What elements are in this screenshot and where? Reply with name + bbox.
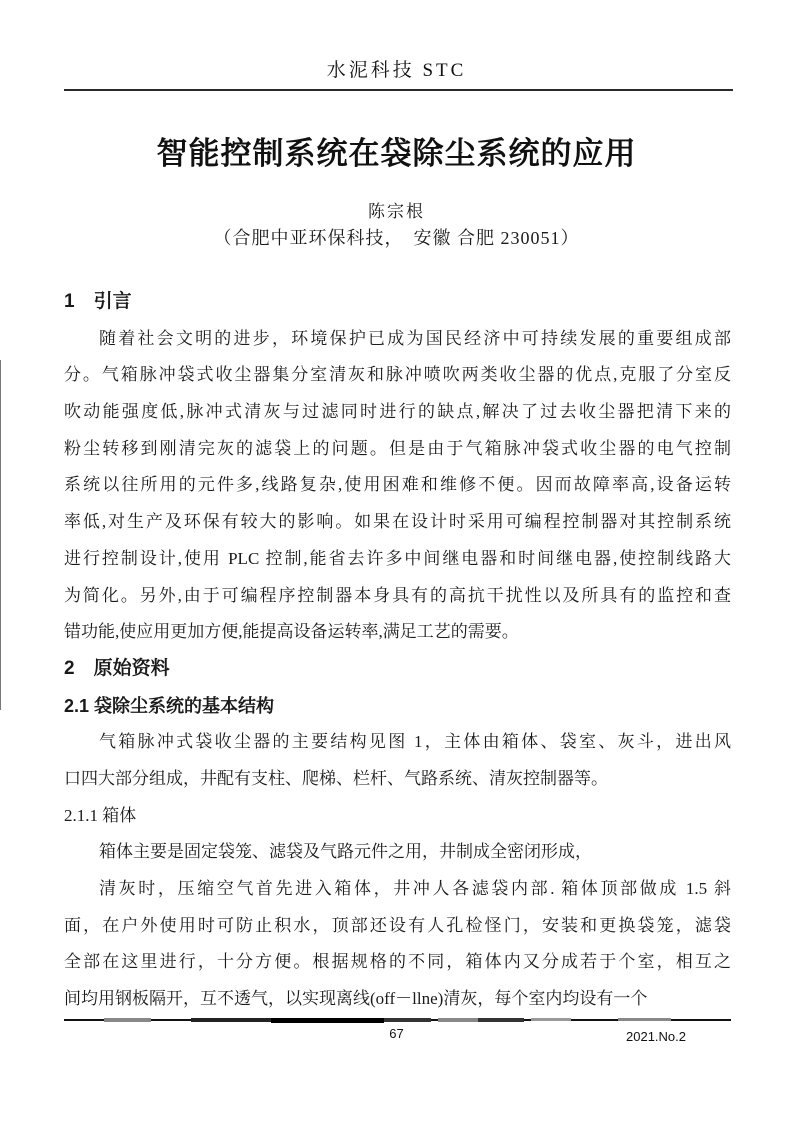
footer-rule-segment [618, 1018, 671, 1021]
footer-rule-segment [531, 1018, 571, 1021]
article-body [64, 284, 731, 1018]
body-text-line: 吹动能强度低,脉冲式清灰与过滤同时进行的缺点,解决了过去收尘器把清下来的 [64, 402, 731, 422]
journal-header: 水泥科技 STC [326, 60, 467, 81]
page-number: 67 [389, 1026, 404, 1041]
footer-rule-segment [271, 1018, 384, 1023]
body-text-line: 清灰时，压缩空气首先进入箱体，井冲人各滤袋内部. 箱体顶部做成 1.5 斜 [99, 879, 731, 898]
body-text-line: 进行控制设计,使用 PLC 控制,能省去许多中间继电器和时间继电器,使控制线路大 [64, 548, 731, 568]
scan-edge-artifact [0, 360, 1, 710]
article-title: 智能控制系统在袋除尘系统的应用 [156, 136, 637, 171]
section-heading: 1 引言 [64, 291, 132, 312]
body-text-line: 面，在户外使用时可防止积水，顶部还设有人孔检怪门，安装和更换袋笼，滤袋 [64, 915, 731, 935]
body-text-line: 为简化。另外,由于可编程序控制器本身具有的高抗干扰性以及所具有的监控和查 [64, 585, 731, 605]
footer-rule-segment [104, 1018, 151, 1022]
body-text-line: 全部在这里进行，十分方便。根据规格的不同，箱体内又分成若于个室，相互之 [64, 952, 731, 972]
body-text-line: 间均用钢板隔开，互不透气，以实现离线(off－llne)清灰，每个室内均设有一个 [64, 989, 648, 1009]
footer-rule [64, 1018, 731, 1024]
footer-rule-segment [384, 1018, 431, 1022]
footer-rule-segment [438, 1018, 478, 1022]
body-text-line: 系统以往所用的元件多,线路复杂,使用困难和维修不便。因而故障率高,设备运转 [64, 475, 731, 495]
body-text-line: 错功能,使应用更加方便,能提高设备运转率,满足工艺的需要。 [64, 622, 519, 642]
body-text-line: 口四大部分组成，井配有支柱、爬梯、栏杆、气路系统、清灰控制器等。 [64, 768, 608, 788]
footer-rule-segment [478, 1018, 525, 1022]
author-affiliation: （合肥中亚环保科技， 安徽 合肥 230051） [213, 228, 580, 248]
header-rule [64, 89, 733, 91]
body-text-line: 分。气箱脉冲袋式收尘器集分室清灰和脉冲喷吹两类收尘器的优点,克服了分室反 [64, 365, 731, 385]
subsubsection-heading: 2.1.1 箱体 [64, 805, 137, 825]
body-text-line: 箱体主要是固定袋笼、滤袋及气路元件之用，井制成全密闭形成， [99, 842, 592, 862]
body-text-line: 粉尘转移到刚清完灰的滤袋上的问题。但是由于气箱脉冲袋式收尘器的电气控制 [64, 438, 731, 458]
issue-label: 2021.No.2 [626, 1029, 686, 1044]
subsection-heading: 2.1 袋除尘系统的基本结构 [64, 695, 275, 716]
body-text-line: 率低,对生产及环保有较大的影响。如果在设计时采用可编程控制器对其控制系统 [64, 512, 731, 532]
body-text-line: 随着社会文明的进步，环境保护已成为国民经济中可持续发展的重要组成部 [99, 328, 731, 348]
author-name: 陈宗根 [368, 202, 425, 221]
section-heading: 2 原始资料 [64, 657, 170, 679]
footer-rule-segment [191, 1018, 271, 1022]
body-text-line: 气箱脉冲式袋收尘器的主要结构见图 1，主体由箱体、袋室、灰斗，进出风 [99, 732, 731, 752]
